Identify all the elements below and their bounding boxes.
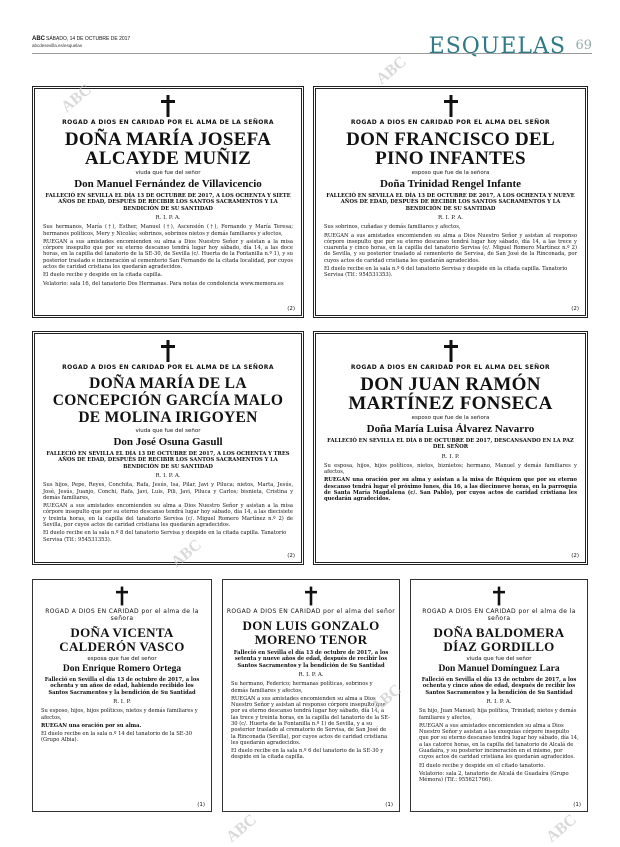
relation-label: esposo que fue de la señora xyxy=(411,170,490,176)
spouse-name: Don Enrique Romero Ortega xyxy=(62,664,182,674)
notice-heading: ROGAD A DIOS EN CARIDAD POR EL ALMA DE LA SEÑORA xyxy=(62,364,274,371)
ruegan-text: RUEGAN a sus amistades encomienden su alma a Dios Nuestro Señor y asistan a las exequias córpore insepulto que por su eterno descanso tendrá lugar hoy sábado, día 14, a las catorce horas, en la capilla del tanatorio de Alcalá de Guadaíra, y su posterior incineración en el mismo, por cuyos actos de caridad cristiana les quedarán agradecidos. xyxy=(419,722,579,761)
cross-icon xyxy=(161,340,175,362)
family-text: Su esposa, hijos, hijos políticos, nietos, biznietos; hermano, Manuel y demás familiares y afectos, xyxy=(324,462,577,476)
notice-heading: ROGAD A DIOS EN CARIDAD POR EL ALMA DE LA SEÑORA xyxy=(62,119,274,126)
notice-count: (1) xyxy=(197,802,205,808)
ruegan-text: RUEGAN una oración por su alma y asistan a la misa de Réquiem que por su eterno descanso tendrá lugar el próximo lunes, día 16, a las diecinueve horas, en la parroquia de Santa María Magdalena (c/. San Pablo), por cuyos actos de caridad cristiana les quedarán agradecidos. xyxy=(324,477,577,503)
notice-count: (2) xyxy=(571,553,579,559)
ruegan-text: RUEGAN a sus amistades encomienden su alma a Dios Nuestro Señor y asistan al responso córpore insepulto que por su eterno descanso tendrá lugar hoy sábado, día 14, a las trece y cuarenta y cinco horas, en la capilla del tanatorio Servisa (c/. Miguel Romero Martínez n.º 2) de Sevilla, y su posterior traslado al cementerio de Servisa, de San José de la Rinconada, por cuyos actos de caridad cristiana les quedarán agradecidos. xyxy=(324,232,577,264)
watermark-logo: ABC xyxy=(223,811,260,846)
obituary-notice xyxy=(222,579,400,812)
notice-heading: ROGAD A DIOS EN CARIDAD POR EL ALMA DEL SEÑOR xyxy=(350,119,551,126)
duelo-text: El duelo recibe en la sala n.º 8 del tanatorio Servisa y despide en la citada capilla. Tanatorio Servisa (Tlf.: 954531353). xyxy=(43,530,287,543)
cross-icon xyxy=(493,586,505,606)
family-text: Sus hijos, Pepe, Reyes, Conchita, Rafa, Jesús, Isa, Pilar, Javi y Piluca; nietos, Marta, Jesús, José, Jesús, Juanjo, Conchi, Rafa, Javi, Luis, Pili, Javi, Piluca y Carlos; bisnieta, Cristina y demás familiares, xyxy=(43,482,293,501)
rip-label: R. I. P. xyxy=(113,699,131,706)
deceased-name: DOÑA VICENTA CALDERÓN VASCO xyxy=(59,625,185,654)
rip-label: R. I. P. A. xyxy=(437,215,464,222)
spouse-name: Doña Trinidad Rengel Infante xyxy=(379,178,522,190)
death-info: Falleció en Sevilla el día 13 de octubre de 2017, a los setenta y nueve años de edad, después de recibir los Santos Sacramentos y la bendición de Su Santidad xyxy=(233,650,389,669)
family-text: Sus sobrinos, cuñadas y demás familiares y afectos, xyxy=(324,224,461,231)
deceased-name: DOÑA MARÍA DE LA CONCEPCIÓN GARCÍA MALO DE MOLINA IRIGOYEN xyxy=(52,375,284,426)
ruegan-text: RUEGAN a sus amistades encomienden su alma a Dios Nuestro Señor y asistan a la misa córpore insepulto que por su eterno descanso tendrá lugar hoy sábado, día 14, a las doce horas, en la capilla del tanatorio de la SE-30, de Sevilla (c/. Huerta de la Fontanilla n.º 1), y su posterior traslado e incineración al cementerio San Fernando de la citada localidad, por cuyos actos de caridad cristiana les quedarán agradecidos. xyxy=(43,238,293,270)
death-info: FALLECIÓ EN SEVILLA EL DÍA 13 DE OCTUBRE DE 2017, A LOS OCHENTA Y NUEVE AÑOS DE EDAD, DESPUÉS DE RECIBIR LOS SANTOS SACRAMENTOS Y LA BENDICIÓN DE SU SANTIDAD xyxy=(326,193,575,212)
watermark-logo: ABC xyxy=(58,81,95,116)
obituary-notice xyxy=(32,579,212,812)
cross-icon xyxy=(444,340,458,362)
deceased-name: DON JUAN RAMÓN MARTÍNEZ FONSECA xyxy=(348,374,553,414)
page-number: 69 xyxy=(575,38,592,53)
section-url[interactable]: abcdesevilla.es/esquelas xyxy=(32,43,83,48)
rip-label: R. I. P. xyxy=(441,453,460,460)
rip-label: R. I. P. A. xyxy=(155,473,181,480)
notice-count: (2) xyxy=(287,553,295,559)
brand-label: ABC xyxy=(32,36,45,42)
duelo-text: El duelo recibe y despide en la citada capilla. xyxy=(43,272,163,279)
notice-heading: ROGAD A DIOS EN CARIDAD por el alma del señor xyxy=(226,608,396,615)
watermark-logo: ABC xyxy=(168,536,205,571)
rip-label: R. I. P. A. xyxy=(486,699,512,706)
ruegan-text: RUEGAN una oración por su alma. xyxy=(41,722,142,729)
spouse-name: Don Manuel Fernández de Villavicencio xyxy=(74,178,262,190)
notice-heading: ROGAD A DIOS EN CARIDAD por el alma de la señora xyxy=(422,608,576,622)
notice-heading: ROGAD A DIOS EN CARIDAD por el alma de la señora xyxy=(45,608,199,622)
duelo-text: El duelo recibe en la sala n.º 6 del tanatorio de la SE-30 y despide en la citada capilla. xyxy=(231,748,384,761)
death-info: FALLECIÓ EN SEVILLA EL DÍA 13 DE OCTUBRE DE 2017, A LOS OCHENTA Y TRES AÑOS DE EDAD, DESPUÉS DE RECIBIR LOS SANTOS SACRAMENTOS Y LA BENDICIÓN DE SU SANTIDAD xyxy=(46,451,290,470)
relation-label: viuda que fue del señor xyxy=(135,170,201,176)
relation-label: viuda que fue del señor xyxy=(466,656,532,662)
deceased-name: DON LUIS GONZALO MORENO TENOR xyxy=(242,618,380,647)
family-text: Su esposo, hijos, hijos políticos, nietos y demás familiares y afectos, xyxy=(41,708,198,721)
cross-icon xyxy=(116,586,128,606)
obituary-notice xyxy=(313,331,588,565)
watermark-logo: ABC xyxy=(368,681,405,716)
cross-icon xyxy=(161,95,175,117)
deceased-name: DON FRANCISCO DEL PINO INFANTES xyxy=(346,129,555,169)
velatorio-text: Velatorio: sala 2, tanatorio de Alcalá de Guadaíra (Grupo Mémora) (Tlf.: 955621766). xyxy=(419,770,569,784)
deceased-name: DOÑA BALDOMERA DÍAZ GORDILLO xyxy=(433,625,565,654)
death-info: Falleció en Sevilla el día 13 de octubre de 2017, a los ochenta y cinco años de edad, después de recibir los Santos Sacramentos y la bendición de Su Santidad xyxy=(421,677,577,696)
relation-label: esposa que fue del señor xyxy=(87,656,157,662)
date-label: SÁBADO, 14 DE OCTUBRE DE 2017 xyxy=(46,36,131,42)
rip-label: R. I. P. A. xyxy=(298,672,324,679)
ruegan-text: RUEGAN a sus amistades encomienden su alma a Dios Nuestro Señor y asistan al responso córpore insepulto que por su eterno descanso tendrá lugar hoy sábado, día 14, a las trece y treinta horas, en la capilla del tanatorio de la SE-30 (c/. Huerta de la Fontanilla n.º 1) de Sevilla, y a su posterior traslado al crematorio de Servisa, de San José de la Rinconada (Sevilla), por cuyos actos de caridad cristiana les quedarán agradecidos. xyxy=(231,695,390,746)
obituary-notice xyxy=(313,86,588,318)
relation-label: viuda que fue del señor xyxy=(135,428,201,434)
death-info: FALLECIÓ EN SEVILLA EL DÍA 13 DE OCTUBRE DE 2017, A LOS OCHENTA Y SIETE AÑOS DE EDAD, DESPUÉS DE RECIBIR LOS SANTOS SACRAMENTOS Y LA BENDICIÓN DE SU SANTIDAD xyxy=(45,193,291,212)
notice-count: (1) xyxy=(573,802,581,808)
cross-icon xyxy=(444,95,458,117)
relation-label: esposo que fue de la señora xyxy=(411,415,490,421)
notice-count: (1) xyxy=(385,802,393,808)
watermark-logo: ABC xyxy=(543,811,580,846)
family-text: Su hijo, Juan Manuel; hija política, Trinidad; nietos y demás familiares y afectos, xyxy=(419,708,577,721)
deceased-name: DOÑA MARÍA JOSEFA ALCAYDE MUÑIZ xyxy=(64,129,272,169)
death-info: Falleció en Sevilla el día 13 de octubre de 2017, a los ochenta y un años de edad, habiendo recibido los Santos Sacramentos y la bendición de Su Santidad xyxy=(44,677,200,696)
rip-label: R. I. P. A. xyxy=(155,215,181,222)
obituary-notice xyxy=(410,579,588,812)
family-text: Sus hermanos, María (†), Esther, Manuel (†), Ascensión (†), Fernando y María Teresa; hermanos políticos, Mery y Nicolás; sobrinos, sobrinos nietos y demás familiares y afectos, xyxy=(43,224,293,237)
spouse-name: Doña María Luisa Álvarez Navarro xyxy=(366,423,535,435)
death-info: FALLECIÓ EN SEVILLA EL DÍA 8 DE OCTUBRE DE 2017, DESCANSANDO EN LA PAZ DEL SEÑOR xyxy=(327,438,574,451)
duelo-text: El duelo recibe en la sala n.º 6 del tanatorio Servisa y despide en la citada capilla. Tanatorio Servisa (Tlf.: 954531353). xyxy=(324,266,568,279)
spouse-name: Don José Osuna Gasull xyxy=(113,436,223,448)
obituary-notice xyxy=(32,86,304,318)
duelo-text: El duelo recibe y despide en el citado tanatorio. xyxy=(419,762,545,769)
obituary-notice xyxy=(32,331,304,565)
spouse-name: Don Manuel Domínguez Lara xyxy=(438,664,560,674)
header-divider xyxy=(32,53,592,54)
section-title: ESQUELAS xyxy=(428,34,566,59)
velatorio-text: Velatorio: sala 16, del tanatorio Dos Hermanas. Para notas de condolencia www.memora.es xyxy=(43,280,284,287)
ruegan-text: RUEGAN a sus amistades encomienden su alma a Dios Nuestro Señor y asistan a la misa córpore insepulto que por su eterno descanso tendrá lugar hoy sábado, día 14, a las diecisiete y treinta horas, en la capilla del tanatorio Servisa (c/. Miguel Romero Martínez n.º 2) de Sevilla, por cuyos actos de caridad cristiana les quedarán agradecidos. xyxy=(43,503,293,528)
duelo-text: El duelo recibe en la sala n.º 14 del tanatorio de la SE-30 (Grupo Albia). xyxy=(41,731,193,744)
watermark-logo: ABC xyxy=(373,53,410,88)
page-header xyxy=(32,0,592,59)
family-text: Su hermano, Federico; hermanas políticas, sobrinos y demás familiares y afectos, xyxy=(231,681,373,694)
cross-icon xyxy=(305,586,317,606)
notice-count: (2) xyxy=(287,306,295,312)
notice-count: (2) xyxy=(571,306,579,312)
notice-heading: ROGAD A DIOS EN CARIDAD POR EL ALMA DEL SEÑOR xyxy=(350,364,551,371)
